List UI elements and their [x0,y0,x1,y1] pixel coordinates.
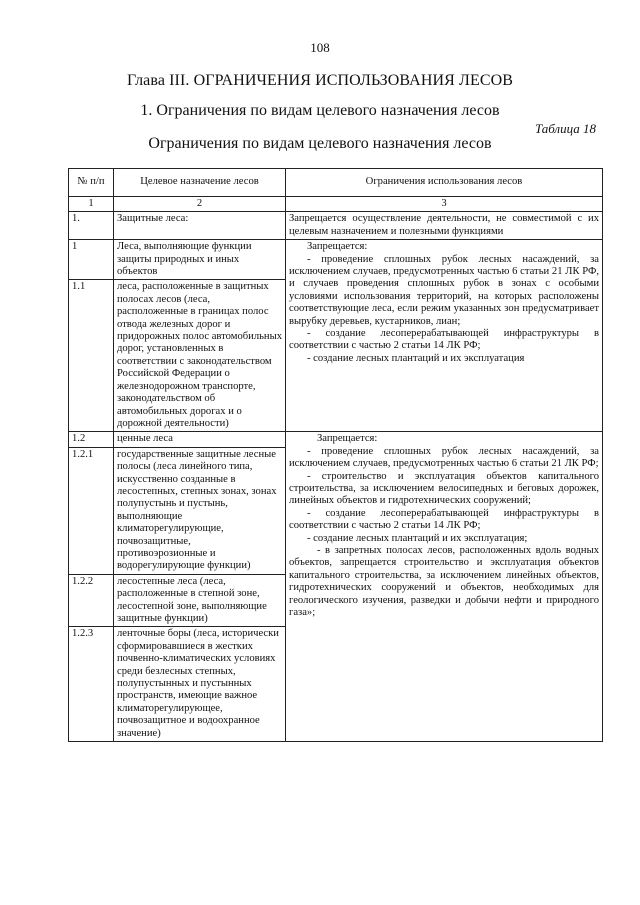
restriction-item: - проведение сплошных рубок лесных насаждений, за исключением случаев, предусмотренных частью 6 статьи 21 ЛК РФ, и случаев проведения сплошных рубок в зонах с особыми условиями использования территорий, на которых расположены соответствующие леса, если режим указанных зон предусматривает вырубку деревьев, кустарников, лиан; [289,253,599,327]
header-num: № п/п [69,169,114,197]
page-number: 108 [310,40,330,55]
colnum-1: 1 [69,197,114,212]
restriction-item: - строительство и эксплуатация объектов капитального строительства, за исключением велосипедных и беговых дорожек, линейных объектов и гидротехнических сооружений; [289,470,599,507]
header-purpose: Целевое назначение лесов [114,169,286,197]
row-purpose: ленточные боры (леса, исторически сформировавшиеся в жестких почвенно-климатических условиях среди безлесных степных, полупустынных и пустынных пространств, имеющие важное климаторегулирующее, почвозащитное и водоохранное значение) [114,627,286,742]
header-restrictions: Ограничения использования лесов [286,169,603,197]
row-num: 1.2.1 [69,447,114,574]
restriction-item: - в запретных полосах лесов, расположенных вдоль водных объектов, запрещается строительство и эксплуатация объектов капитального строительства, за исключением линейных объектов, гидротехнических сооружений и объектов, необходимых для геологического изучения, разведки и добычи нефти и природного газа»; [289,544,599,618]
row-purpose: лесостепные леса (леса, расположенные в степной зоне, лесостепной зоне, выполняющие защитные функции) [114,574,286,627]
row-purpose: ценные леса [114,432,286,447]
table-row [69,212,603,240]
row-purpose: леса, расположенные в защитных полосах лесов (леса, расположенные в границах полос отвода железных дорог и придорожных полос автомобильных дорог, установленных в соответствии с законодательством Российской Федерации о железнодорожном транспорте, законодательством об автомобильных дорогах и о дорожной деятельности) [114,280,286,432]
table-label: Таблица 18 [534,121,596,136]
colnum-2: 2 [114,197,286,212]
restrictions-table [68,168,603,742]
colnum-3: 3 [286,197,603,212]
table-row [69,432,603,447]
restriction-block-1 [286,240,603,432]
row-num: 1.1 [69,280,114,432]
row-num: 1 [69,240,114,280]
row-purpose: Леса, выполняющие функции защиты природных и иных объектов [114,240,286,280]
restriction-item: - создание лесных плантаций и их эксплуатация; [307,532,528,544]
row-num: 1. [69,212,114,240]
row-purpose: Защитные леса: [114,212,286,240]
row-num: 1.2 [69,432,114,447]
restriction-item: - проведение сплошных рубок лесных насаждений, за исключением случаев, предусмотренных частью 6 статьи 21 ЛК РФ; [289,445,599,470]
row-num: 1.2.3 [69,627,114,742]
restriction-heading: Запрещается: [317,433,378,445]
table-row [69,240,603,280]
restriction-item: - создание лесоперерабатывающей инфраструктуры в соответствии с частью 2 статьи 14 ЛК РФ; [289,507,599,532]
restriction-item: - создание лесных плантаций и их эксплуатация [307,352,525,364]
row-restriction: Запрещается осуществление деятельности, не совместимой с их целевым назначением и полезными функциями [286,212,603,240]
row-purpose: государственные защитные лесные полосы (леса линейного типа, искусственно созданные в лесостепных, степных зонах, зонах полупустынь и пустынь, выполняющие климаторегулирующие, почвозащитные, противоэрозионные и водорегулирующие функции) [114,447,286,574]
restriction-block-2 [286,432,603,742]
table-title: Ограничения по видам целевого назначения лесов [148,135,492,152]
table-colnum-row [69,197,603,212]
table-header-row [69,169,603,197]
restriction-item: - создание лесоперерабатывающей инфраструктуры в соответствии с частью 2 статьи 14 ЛК РФ; [289,328,599,352]
restriction-heading: Запрещается: [307,241,368,253]
chapter-title: Глава III. ОГРАНИЧЕНИЯ ИСПОЛЬЗОВАНИЯ ЛЕСОВ [126,72,514,89]
row-num: 1.2.2 [69,574,114,627]
section-title: 1. Ограничения по видам целевого назначения лесов [140,102,500,119]
